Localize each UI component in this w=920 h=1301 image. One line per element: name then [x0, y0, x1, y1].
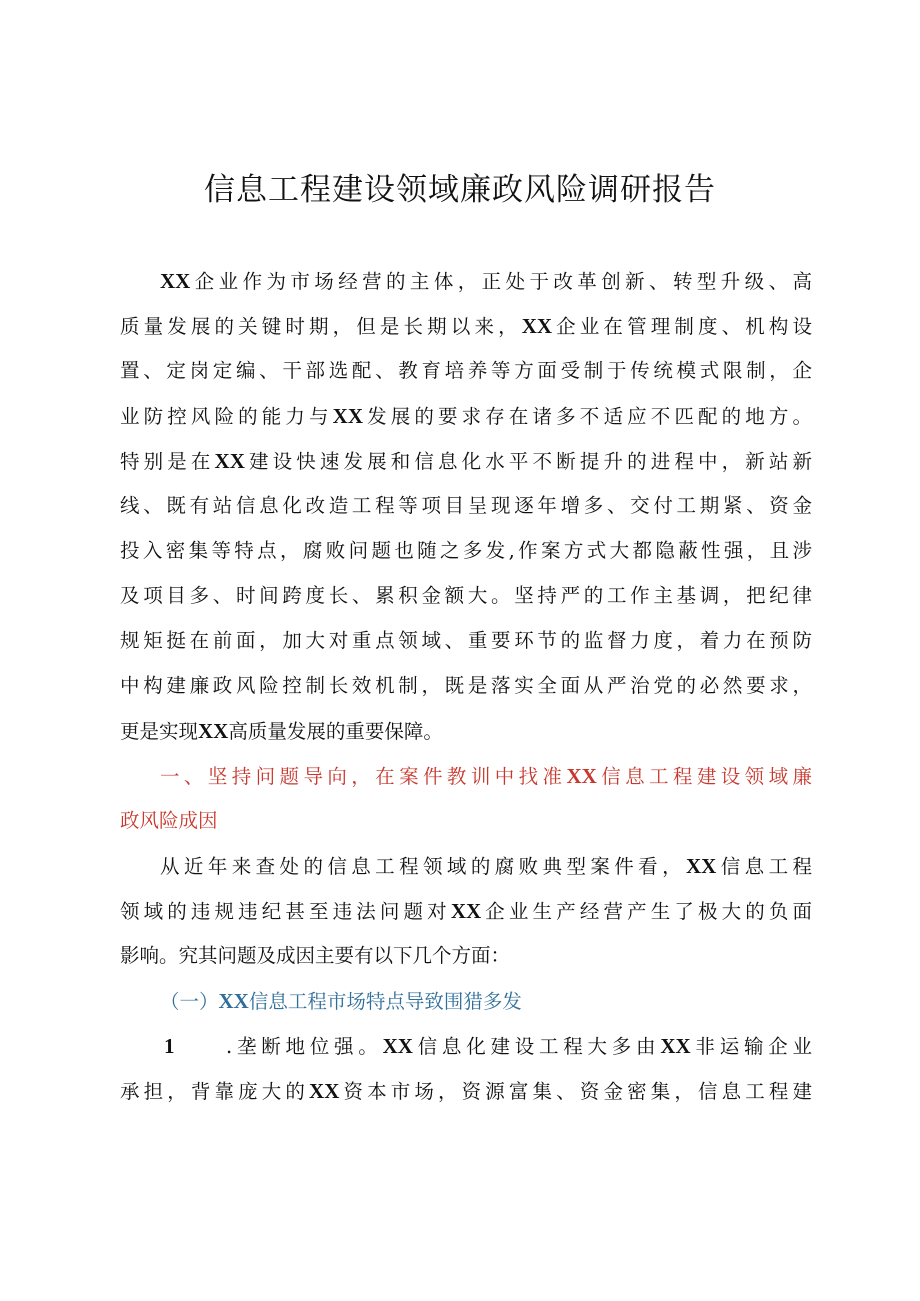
intro-line: 规矩挺在前面，加大对重点领域、重要环节的监督力度，着力在预防: [120, 629, 812, 652]
section-heading-line: 政风险成因: [120, 809, 218, 832]
intro-line: 线、既有站信息化改造工程等项目呈现逐年增多、交付工期紧、资金: [120, 494, 812, 517]
intro-line: 业防控风险的能力与XX发展的要求存在诸多不适应不匹配的地方。: [120, 404, 812, 428]
intro-line: XX企业作为市场经营的主体，正处于改革创新、转型升级、高: [160, 269, 812, 293]
section-heading-line: 一、坚持问题导向，在案件教训中找准XX信息工程建设领域廉: [160, 764, 812, 788]
item-number: 1: [164, 1034, 175, 1058]
intro-line: 中构建廉政风险控制长效机制，既是落实全面从严治党的必然要求，: [120, 674, 812, 697]
intro-line: 及项目多、时间跨度长、累积金额大。坚持严的工作主基调，把纪律: [120, 584, 812, 607]
item-line: .垄断地位强。XX信息化建设工程大多由XX非运输企业: [226, 1034, 812, 1058]
subsection-heading: （一）XX信息工程市场特点导致围猎多发: [160, 989, 522, 1013]
section-line: 领域的违规违纪甚至违法问题对XX企业生产经营产生了极大的负面: [120, 899, 812, 923]
section-line: 从近年来查处的信息工程领域的腐败典型案件看，XX信息工程: [160, 854, 812, 878]
intro-line: 置、定岗定编、干部选配、教育培养等方面受制于传统模式限制，企: [120, 359, 812, 382]
item-line: 承担，背靠庞大的XX资本市场，资源富集、资金密集，信息工程建: [120, 1079, 812, 1103]
intro-line: 特别是在XX建设快速发展和信息化水平不断提升的进程中，新站新: [120, 449, 812, 473]
intro-line: 投入密集等特点，腐败问题也随之多发,作案方式大都隐蔽性强，且涉: [120, 539, 812, 562]
document-title: 信息工程建设领域廉政风险调研报告: [204, 172, 716, 208]
intro-line: 更是实现XX高质量发展的重要保障。: [120, 719, 443, 743]
section-line: 影响。究其问题及成因主要有以下几个方面：: [120, 944, 511, 967]
intro-line: 质量发展的关键时期，但是长期以来，XX企业在管理制度、机构设: [120, 314, 812, 338]
